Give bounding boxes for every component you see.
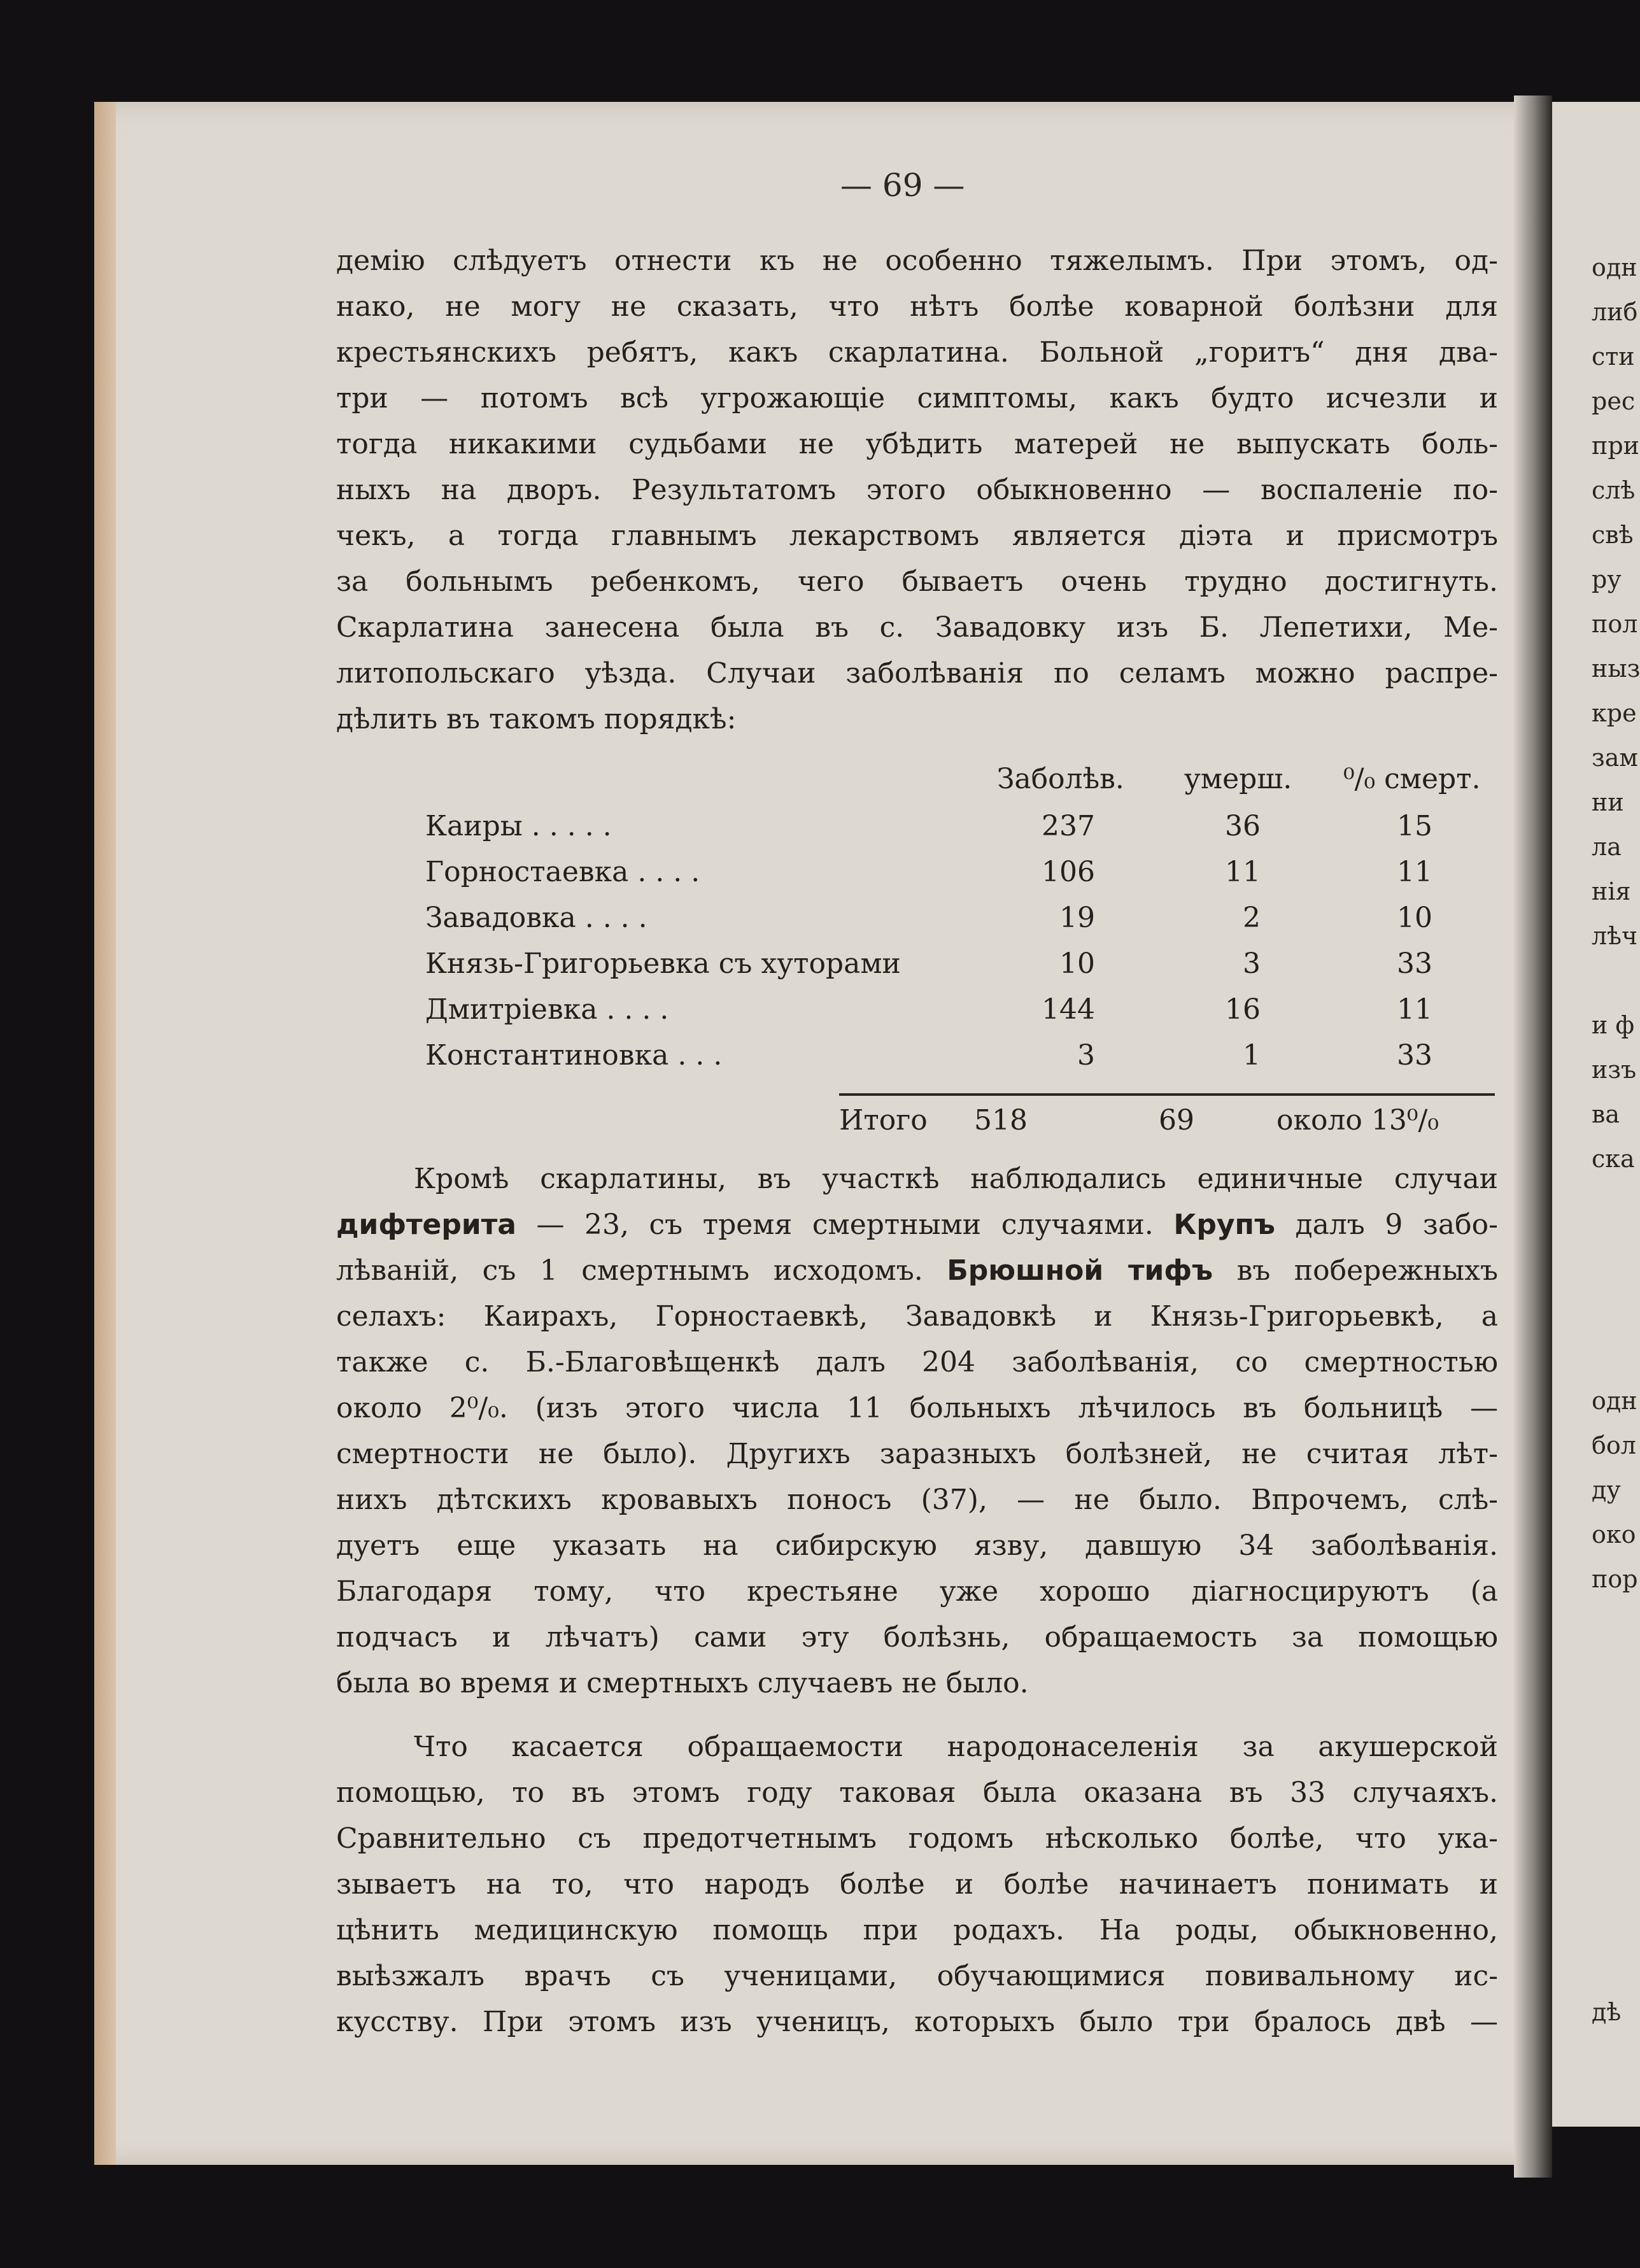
text-line: ныхъ на дворъ. Результатомъ этого обыкновенно — воспаленіе по- (336, 474, 1498, 506)
text-span: въ побережныхъ (1213, 1254, 1498, 1287)
table-village: Каиры . . . . . (425, 810, 612, 842)
table-total-rule (839, 1093, 1495, 1096)
table-pct: 15 (1397, 810, 1432, 842)
page-number: — 69 — (840, 167, 965, 204)
table-village: Константиновка . . . (425, 1039, 723, 1072)
table-died: 2 (1243, 902, 1261, 934)
next-page-fragment: либ (1592, 298, 1638, 326)
text-line: три — потомъ всѣ угрожающіе симптомы, какъ будто исчезли и (336, 382, 1498, 415)
table-pct: 10 (1397, 902, 1432, 934)
next-page-fragment: слѣ (1592, 476, 1636, 504)
table-village: Князь-Григорьевка съ хуторами (425, 947, 901, 980)
next-page-fragment: и ф (1592, 1011, 1635, 1039)
next-page-fragment: пол (1592, 610, 1638, 638)
table-total-sick: 518 (974, 1104, 1028, 1137)
table-village: Дмитріевка . . . . (425, 993, 669, 1026)
text-line: выѣзжалъ врачъ съ ученицами, обучающимися повивальному ис- (336, 1960, 1498, 1992)
table-died: 3 (1243, 947, 1261, 980)
next-page-fragment: нія (1592, 877, 1631, 905)
text-line: кусству. При этомъ изъ ученицъ, которыхъ было три бралось двѣ — (336, 2006, 1498, 2038)
text-line: крестьянскихъ ребятъ, какъ скарлатина. Больной „горитъ“ дня два- (336, 336, 1498, 369)
table-sick: 106 (1042, 856, 1095, 888)
next-page-fragment: изъ (1592, 1056, 1637, 1084)
text-line: селахъ: Каирахъ, Горностаевкѣ, Завадовкѣ и Князь-Григорьевкѣ, а (336, 1300, 1498, 1333)
text-line: дѣлить въ такомъ порядкѣ: (336, 703, 737, 735)
table-header-pct: ⁰/₀ смерт. (1343, 763, 1481, 795)
next-page-fragment: пор (1592, 1565, 1638, 1593)
text-line: зываетъ на то, что народъ болѣе и болѣе начинаетъ понимать и (336, 1868, 1498, 1901)
text-line (336, 1206, 1498, 1244)
table-died: 11 (1225, 856, 1261, 888)
table-header-died: умерш. (1184, 763, 1292, 795)
text-line: литопольскаго уѣзда. Случаи заболѣванія по селамъ можно распре- (336, 657, 1498, 690)
next-page-fragment: кре (1592, 699, 1637, 727)
text-line: Что касается обращаемости народонаселенія за акушерской (414, 1731, 1498, 1763)
text-line: нако, не могу не сказать, что нѣтъ болѣе коварной болѣзни для (336, 290, 1498, 323)
text-line: дуетъ еще указать на сибирскую язву, давшую 34 заболѣванія. (336, 1529, 1498, 1562)
text-span: — 23, съ тремя смертными случаями. (516, 1208, 1174, 1241)
text-line: смертности не было). Другихъ заразныхъ болѣзней, не считая лѣт- (336, 1438, 1498, 1470)
text-line: демію слѣдуетъ отнести къ не особенно тяжелымъ. При этомъ, од- (336, 245, 1498, 277)
table-sick: 10 (1059, 947, 1095, 980)
next-page-fragment: ва (1592, 1100, 1620, 1128)
next-page-fragment: зам (1592, 744, 1638, 772)
table-died: 36 (1225, 810, 1261, 842)
text-line: Сравнительно съ предотчетнымъ годомъ нѣсколько болѣе, что ука- (336, 1822, 1498, 1855)
table-village: Завадовка . . . . (425, 902, 647, 934)
page-edge (94, 102, 116, 2165)
next-page-fragment: рес (1592, 387, 1636, 415)
table-header-sick: Заболѣв. (997, 763, 1124, 795)
text-line: цѣнить медицинскую помощь при родахъ. На роды, обыкновенно, (336, 1914, 1498, 1946)
text-line: помощью, то въ этомъ году таковая была оказана въ 33 случаяхъ. (336, 1776, 1498, 1809)
table-total-pct: около 13⁰/₀ (1276, 1104, 1439, 1137)
next-page-fragment: око (1592, 1520, 1636, 1549)
text-line: Благодаря тому, что крестьяне уже хорошо діагносцируютъ (а (336, 1575, 1498, 1608)
bold-term-typhoid: Брюшной тифъ (947, 1254, 1213, 1287)
next-page-fragment: лѣч (1592, 922, 1638, 950)
next-page-fragment: ска (1592, 1145, 1635, 1173)
next-page-fragment: ла (1592, 833, 1622, 861)
table-died: 16 (1225, 993, 1261, 1026)
next-page-fragment: свѣ (1592, 521, 1634, 549)
table-died: 1 (1243, 1039, 1261, 1072)
table-pct: 11 (1397, 856, 1432, 888)
table-pct: 11 (1397, 993, 1432, 1026)
table-total-label: Итого (839, 1104, 928, 1137)
table-total-died: 69 (1159, 1104, 1194, 1137)
text-line: чекъ, а тогда главнымъ лекарствомъ является діэта и присмотръ (336, 520, 1498, 552)
table-sick: 19 (1059, 902, 1095, 934)
next-page-fragment: ныз (1592, 655, 1640, 683)
text-line: за больнымъ ребенкомъ, чего бываетъ очень трудно достигнуть. (336, 565, 1498, 598)
text-line: также с. Б.-Благовѣщенкѣ далъ 204 заболѣванія, со смертностью (336, 1346, 1498, 1379)
next-page-fragment: при (1592, 432, 1639, 460)
book-fold (1514, 96, 1552, 2178)
bold-term-diphtheria: дифтерита (336, 1208, 516, 1241)
table-pct: 33 (1397, 1039, 1432, 1072)
next-page-fragment: одн (1592, 1387, 1637, 1415)
next-page-fragment: сти (1592, 343, 1635, 371)
text-line: Кромѣ скарлатины, въ участкѣ наблюдались единичные случаи (414, 1163, 1498, 1195)
text-line: подчасъ и лѣчатъ) сами эту болѣзнь, обращаемость за помощью (336, 1621, 1498, 1654)
text-line: Скарлатина занесена была въ с. Завадовку изъ Б. Лепетихи, Ме- (336, 611, 1498, 644)
text-line: около 2⁰/₀. (изъ этого числа 11 больныхъ лѣчилось въ больницѣ — (336, 1392, 1498, 1424)
text-line: нихъ дѣтскихъ кровавыхъ поносъ (37), — не было. Впрочемъ, слѣ- (336, 1484, 1498, 1516)
table-sick: 237 (1042, 810, 1095, 842)
table-sick: 3 (1077, 1039, 1095, 1072)
next-page-fragment: бол (1592, 1431, 1636, 1459)
table-sick: 144 (1042, 993, 1095, 1026)
text-line: тогда никакими судьбами не убѣдить матерей не выпускать боль- (336, 428, 1498, 460)
table-pct: 33 (1397, 947, 1432, 980)
next-page-fragment: ни (1592, 788, 1624, 816)
text-line (336, 1252, 1498, 1290)
next-page-fragment: ру (1592, 565, 1622, 593)
bold-term-croup: Крупъ (1173, 1208, 1275, 1241)
text-span: лѣваній, съ 1 смертнымъ исходомъ. (336, 1254, 947, 1287)
text-span: далъ 9 забо- (1275, 1208, 1498, 1241)
next-page-fragment: ду (1592, 1476, 1621, 1504)
next-page-fragment: одн (1592, 253, 1637, 281)
table-village: Горностаевка . . . . (425, 856, 700, 888)
next-page-fragment: дѣ (1592, 1998, 1622, 2026)
text-line: была во время и смертныхъ случаевъ не было. (336, 1667, 1029, 1699)
next-page-strip (1552, 102, 1640, 2127)
